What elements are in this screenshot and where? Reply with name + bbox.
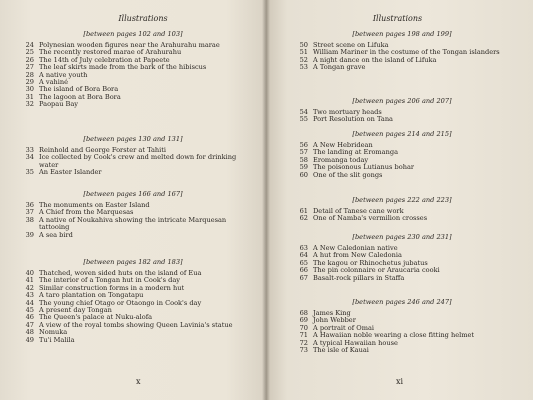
list-item [18,169,248,176]
plate-caption: The interior of a Tongan hut in Cook's day [39,276,180,285]
plate-number: 24 [25,41,34,49]
list-item [18,154,248,169]
list-item [292,64,512,71]
plate-caption: An Easter Islander [39,168,102,177]
plate-number: 27 [25,63,34,72]
page-title: Illustrations [118,14,168,23]
plate-caption: The recently restored marae of Arahurahu [39,48,182,57]
plate-number: 36 [25,201,34,209]
plate-caption: The Queen's palace at Nuku-alofa [39,313,153,322]
plate-caption: Two mortuary heads [313,108,382,116]
plate-caption: Basalt-rock pillars in Staffa [313,273,405,282]
illustration-section [292,298,512,354]
plate-number: 65 [299,258,308,267]
plate-caption: A night dance on the island of Lifuka [313,55,437,64]
plate-number: 37 [25,208,34,217]
plate-number: 42 [25,283,34,292]
list-item [18,101,248,108]
list-item [18,217,248,232]
plate-number: 56 [299,141,308,149]
plate-caption: Street scene on Lifuka [313,41,389,49]
plate-number: 44 [25,298,34,307]
plate-caption: The island of Bora Bora [39,85,119,94]
plate-caption: A New Caledonian native [313,244,398,252]
plate-caption: One of the slit gongs [313,170,383,179]
plate-caption: The young chief Otago or Otaongo in Cook's day [39,298,202,307]
plate-caption: The leaf skirts made from the bark of the hibiscus [39,63,207,72]
section-header: [between pages 230 and 231] [352,233,452,241]
plate-caption: John Webber [313,316,356,325]
plate-caption: The 14th of July celebration at Papeete [39,55,170,64]
illustration-section [18,190,248,239]
plate-caption: Reinhold and George Forster at Tahiti [39,146,166,154]
plate-number: 57 [299,148,308,157]
plate-caption: A portrait of Omai [313,323,374,332]
plate-caption: James King [313,309,351,317]
illustration-section [18,258,248,344]
plate-number: 39 [25,230,34,239]
plate-caption: A Chief from the Marquesas [39,208,134,217]
plate-number: 63 [299,244,308,252]
plate-number: 41 [25,276,34,285]
list-item [292,215,512,222]
plate-caption: Polynesian wooden figures near the Arahurahu marae [39,41,220,49]
section-header: [between pages 222 and 223] [352,196,452,204]
plate-caption: A view of the royal tombs showing Queen Lavinia's statue [39,320,233,329]
plate-caption: A typical Hawaiian house [313,338,398,347]
plate-number: 60 [299,170,308,179]
plate-caption: A present day Tongan [39,306,112,315]
plate-number: 33 [25,146,34,154]
list-item [292,275,512,282]
plate-number: 62 [299,214,308,223]
plate-caption: A Hawaiian noble wearing a close fitting helmet [313,331,475,340]
plate-caption: A sea bird [39,230,73,239]
plate-caption: Nomuka [39,328,68,337]
plate-number: 66 [299,266,308,275]
plate-number: 35 [25,168,34,177]
plate-number: 46 [25,313,34,322]
plate-number: 69 [299,316,308,325]
plate-caption: Thatched, woven sided huts on the island of Eua [39,269,202,277]
list-item [292,116,512,123]
illustration-section [18,135,248,177]
plate-number: 30 [25,85,34,94]
plate-caption: The pin colonnaire or Araucaria cooki [313,266,440,275]
plate-number: 50 [299,41,308,49]
plate-caption: A vahiné [39,78,69,87]
section-header: [between pages 182 and 183] [83,258,183,266]
plate-number: 52 [299,55,308,64]
plate-number: 70 [299,323,308,332]
plate-caption: A hut from New Caledonia [313,251,402,260]
plate-number: 45 [25,306,34,315]
plate-caption: The monuments on Easter Island [39,201,150,209]
illustration-section [292,30,512,72]
plate-caption: The kagou or Rhinochetus jubatus [313,258,428,267]
plate-caption: A New Hebridean [313,141,373,149]
plate-number: 49 [25,335,34,344]
plate-caption: A taro plantation on Tongatapu [39,291,144,300]
plate-caption: A Tongan grave [313,63,366,72]
right-page [266,0,533,400]
plate-caption: Similar construction forms in a modern hut [39,283,185,292]
plate-number: 29 [25,78,34,87]
plate-caption: The lagoon at Bora Bora [39,92,121,101]
list-item [292,347,512,354]
plate-number: 40 [25,269,34,277]
plate-caption: Ice collected by Cook's crew and melted down for drinking water [39,153,237,169]
plate-number: 47 [25,320,34,329]
illustration-section [292,233,512,282]
plate-number: 48 [25,328,34,337]
plate-number: 53 [299,63,308,72]
section-header: [between pages 206 and 207] [352,97,452,105]
plate-caption: One of Namba's vermilion crosses [313,214,428,223]
plate-caption: Detail of Tanese cane work [313,207,404,215]
page-number: x [136,377,141,386]
section-header: [between pages 166 and 167] [83,190,183,198]
plate-caption: The poisonous Lutianus bohar [313,163,415,172]
section-header: [between pages 102 and 103] [83,30,183,38]
plate-number: 58 [299,155,308,164]
plate-number: 64 [299,251,308,260]
plate-caption: William Mariner in the costume of the Tongan islanders [313,48,500,57]
section-header: [between pages 246 and 247] [352,298,452,306]
plate-number: 31 [25,92,34,101]
list-item [18,232,248,239]
plate-number: 72 [299,338,308,347]
plate-number: 73 [299,346,308,355]
section-header: [between pages 214 and 215] [352,130,452,138]
plate-number: 55 [299,115,308,124]
section-header: [between pages 130 and 131] [83,135,183,143]
plate-number: 34 [25,153,34,162]
plate-number: 32 [25,100,34,109]
left-page [0,0,266,400]
plate-number: 54 [299,108,308,116]
plate-caption: A native youth [39,70,88,79]
plate-number: 26 [25,55,34,64]
plate-caption: The isle of Kauai [313,346,369,355]
page-number: xi [396,377,404,386]
illustration-section [292,196,512,223]
plate-caption: Tu'i Malila [39,335,75,344]
plate-number: 28 [25,70,34,79]
plate-number: 43 [25,291,34,300]
list-item [292,172,512,179]
plate-number: 38 [25,215,34,224]
illustration-section [18,30,248,109]
book-gutter [262,0,270,400]
section-header: [between pages 198 and 199] [352,30,452,38]
plate-number: 25 [25,48,34,57]
illustration-section [292,97,512,124]
plate-number: 71 [299,331,308,340]
plate-number: 51 [299,48,308,57]
plate-caption: Paopau Bay [39,100,79,109]
plate-caption: The landing at Eromanga [313,148,399,157]
plate-number: 67 [299,273,308,282]
plate-number: 68 [299,309,308,317]
plate-number: 59 [299,163,308,172]
illustration-section [292,130,512,179]
plate-caption: Port Resolution on Tana [313,115,393,124]
plate-number: 61 [299,207,308,215]
list-item [18,337,248,344]
page-title: Illustrations [372,14,423,23]
plate-caption: Eromanga today [313,155,369,164]
plate-caption: A native of Noukahiva showing the intricate Marquesan tattooing [39,215,227,232]
